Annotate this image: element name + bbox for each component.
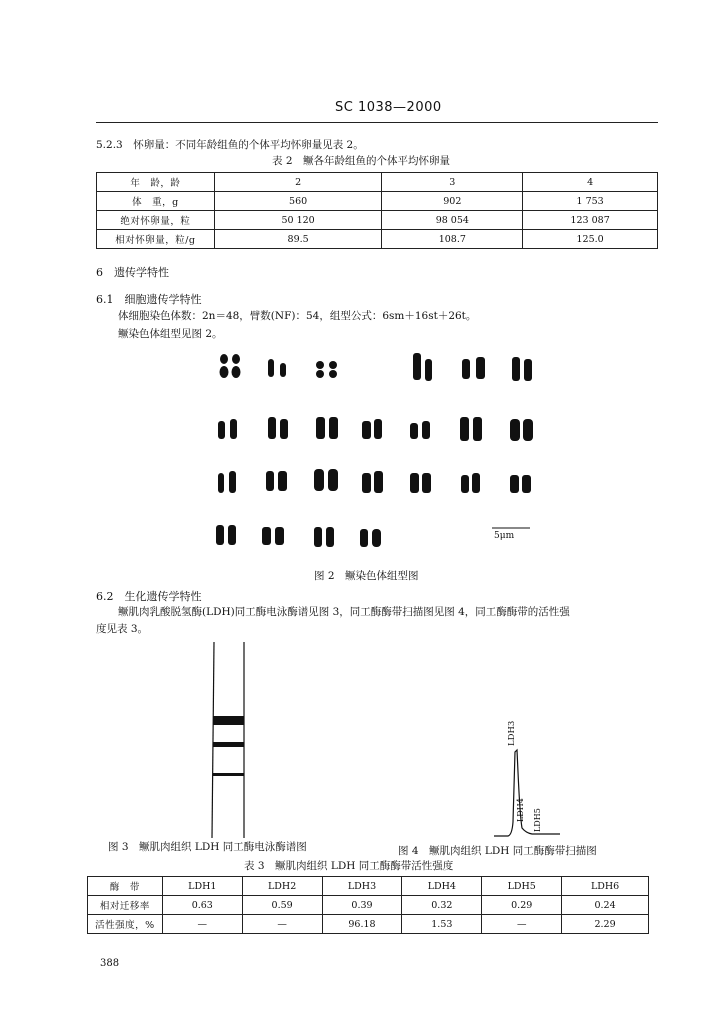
chromosome-pair (316, 361, 337, 378)
gel-band (213, 716, 244, 725)
section-6-1-line2: 鳜染色体组型见图 2。 (118, 328, 223, 340)
table-cell: LDH4 (402, 877, 482, 896)
table-cell: 902 (382, 192, 523, 211)
table-row (88, 896, 649, 915)
table-cell: 体 重，g (97, 192, 215, 211)
scan-peak-label: LDH4 (516, 798, 525, 822)
section-6-1-line1: 体细胞染色体数：2n＝48，臂数(NF)：54，组型公式：6sm＋16st＋26t。 (118, 310, 477, 322)
standard-number: SC 1038—2000 (335, 100, 442, 115)
scan-figure (492, 712, 562, 846)
table-cell: 相对怀卵量，粒/g (97, 230, 215, 249)
karyotype-image (210, 345, 550, 560)
table-cell: 1.53 (402, 915, 482, 934)
chromosome-pair (410, 421, 430, 439)
chromosome-pair (362, 471, 383, 493)
chromosome-pair (460, 417, 482, 441)
table-cell: LDH2 (242, 877, 322, 896)
table-cell: 2.29 (562, 915, 649, 934)
section-6-1-title: 6.1 细胞遗传学特性 (96, 293, 202, 306)
table-row (97, 192, 658, 211)
chromosome-pair (461, 473, 480, 493)
table-cell: LDH1 (162, 877, 242, 896)
table-cell: — (162, 915, 242, 934)
chromosome-pair (316, 417, 338, 439)
table-cell: 酶 带 (88, 877, 163, 896)
karyotype-figure (210, 345, 550, 560)
chromosome-pair (266, 471, 287, 491)
table-cell: 0.59 (242, 896, 322, 915)
scale-label: 5μm (494, 531, 515, 541)
chromosome-pair (220, 354, 241, 378)
table-cell: LDH6 (562, 877, 649, 896)
table-cell: 活性强度，% (88, 915, 163, 934)
table-row (97, 173, 658, 192)
table2-caption: 表 2 鳜各年龄组鱼的个体平均怀卵量 (272, 155, 451, 167)
chromosome-pair (216, 525, 236, 545)
table-cell: 2 (214, 173, 382, 192)
table-cell: LDH5 (482, 877, 562, 896)
table-cell: 123 087 (523, 211, 658, 230)
table2 (96, 172, 658, 249)
figure2-caption: 图 2 鳜染色体组型图 (314, 570, 419, 582)
gel-figure (208, 642, 248, 842)
chromosome-pair (268, 417, 288, 439)
table-cell: 0.29 (482, 896, 562, 915)
section-6-title: 6 遗传学特性 (96, 266, 169, 279)
table-cell: 560 (214, 192, 382, 211)
table3 (87, 876, 649, 934)
table-cell: 1 753 (523, 192, 658, 211)
table-cell: 108.7 (382, 230, 523, 249)
table3-caption: 表 3 鳜肌肉组织 LDH 同工酶酶带活性强度 (244, 860, 454, 872)
section-6-2-title: 6.2 生化遗传学特性 (96, 590, 202, 603)
section-6-2-para-line1: 鳜肌肉乳酸脱氢酶(LDH)同工酶电泳酶谱见图 3，同工酶酶带扫描图见图 4，同工酶酶带的活性强 (118, 606, 570, 618)
chromosome-pair (362, 419, 382, 439)
chromosome-pair (218, 471, 236, 493)
chromosome-pair (262, 527, 284, 545)
table-row (97, 230, 658, 249)
gel-band (213, 742, 244, 747)
table-cell: 年 龄，龄 (97, 173, 215, 192)
chromosome-pair (218, 419, 237, 439)
scan-peak-label: LDH3 (507, 720, 517, 746)
chromosome-pair (314, 469, 338, 491)
section-5-2-3-text: 5.2.3 怀卵量：不同年龄组鱼的个体平均怀卵量见表 2。 (96, 139, 364, 151)
table-cell: 89.5 (214, 230, 382, 249)
table-row (88, 915, 649, 934)
table-cell: 125.0 (523, 230, 658, 249)
table-cell: 相对迁移率 (88, 896, 163, 915)
table-cell: 0.39 (322, 896, 402, 915)
figure3-caption: 图 3 鳜肌肉组织 LDH 同工酶电泳酶谱图 (108, 841, 307, 853)
scan-plot (492, 712, 562, 842)
chromosome-pair (410, 473, 431, 493)
table-cell: 0.63 (162, 896, 242, 915)
table-cell: 4 (523, 173, 658, 192)
chromosome-pair (314, 527, 334, 547)
table-row (97, 211, 658, 230)
scan-peak-label: LDH5 (533, 808, 542, 832)
table-row (88, 877, 649, 896)
table-cell: — (482, 915, 562, 934)
table-cell: LDH3 (322, 877, 402, 896)
table-cell: 0.32 (402, 896, 482, 915)
chromosome-pair (510, 475, 531, 493)
figure4-caption: 图 4 鳜肌肉组织 LDH 同工酶酶带扫描图 (398, 845, 597, 857)
table-cell: 3 (382, 173, 523, 192)
table-cell: 0.24 (562, 896, 649, 915)
page-number: 388 (100, 958, 120, 969)
chromosome-pair (510, 419, 533, 441)
chromosome-pair (360, 529, 381, 547)
table-cell: 50 120 (214, 211, 382, 230)
chromosome-pair (462, 357, 485, 379)
section-6-2-para-line2: 度见表 3。 (96, 623, 149, 635)
header-rule (96, 122, 658, 123)
gel-image (208, 642, 248, 838)
table-cell: 96.18 (322, 915, 402, 934)
chromosome-pair (413, 353, 432, 381)
table-cell: — (242, 915, 322, 934)
gel-band (213, 773, 244, 776)
chromosome-pair (512, 357, 532, 381)
chromosome-pair (268, 359, 286, 377)
table-cell: 绝对怀卵量，粒 (97, 211, 215, 230)
table-cell: 98 054 (382, 211, 523, 230)
